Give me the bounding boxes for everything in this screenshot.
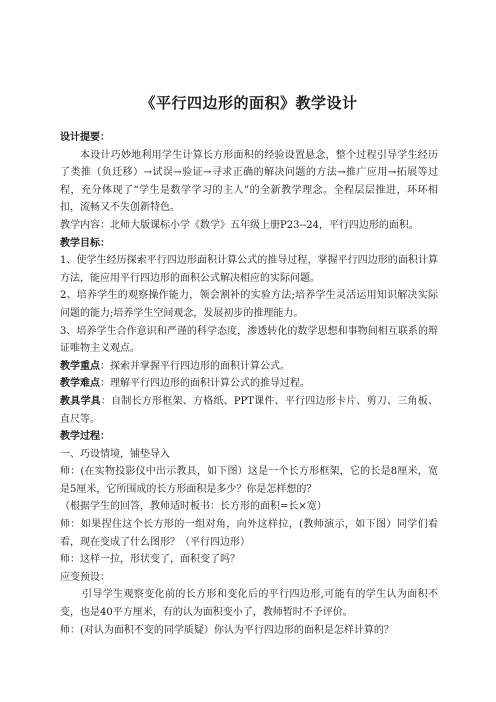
summary-label: 设计提要： — [60, 132, 110, 143]
objective-item: 3、培养学生合作意识和严谨的科学态度，渗透转化的数学思想和事物间相互联系的辩证唯物主义观点。 — [60, 325, 438, 355]
design-summary — [60, 129, 438, 217]
process-indented-paragraph: 引导学生观察变化前的长方形和变化后的平行四边形,可能有的学生认为面积不变，也是40平方厘米，有的认为面积变小了，教师暂时不予评价。 — [60, 589, 438, 619]
process-line: （根据学生的回答，教师适时板书：长方形的面积=长×宽） — [60, 501, 327, 513]
key-point — [60, 358, 438, 376]
teaching-content: 教学内容：北师大版课标小学《数学》五年级上册P23--24，平行四边形的面积。 — [60, 219, 419, 231]
difficulty — [60, 375, 438, 393]
key-point-text: ：探索并掌握平行四边形的面积计算公式。 — [100, 360, 290, 372]
difficulty-text: ：理解平行四边形的面积计算公式的推导过程。 — [100, 378, 310, 390]
tools-label: 教具学具 — [60, 395, 101, 407]
teaching-tools — [60, 393, 438, 428]
document-title: 《平行四边形的面积》教学设计 — [140, 94, 358, 112]
process-line: 一、巧设情境，铺垫导入 — [60, 448, 170, 460]
objectives-label: 教学目标： — [60, 237, 110, 249]
tools-text: ：自制长方形框架、方格纸、PPT课件、平行四边形卡片、剪刀、三角板、直尺等。 — [60, 395, 438, 425]
process-line: 师：(在实物投影仪中出示教具，如下图）这是一个长方形框架，它的长是8厘米，宽是5厘米，它所围成的长方形面积是多少？你是怎样想的？ — [60, 466, 438, 495]
process-line: 师：(对认为面积不变的同学质疑）你认为平行四边形的面积是怎样计算的？ — [60, 624, 394, 636]
process-line: 师：这样一拉，形状变了，面积变了吗？ — [60, 554, 240, 566]
objective-item: 1、使学生经历探索平行四边形面积计算公式的推导过程，掌握平行四边形的面积计算方法，能应用平行四边形的面积公式解决相应的实际问题。 — [60, 255, 438, 284]
teaching-objectives — [60, 235, 438, 358]
objective-item: 2、培养学生的观察操作能力，领会割补的实验方法;培养学生灵活运用知识解决实际问题的能力;培养学生空间观念，发展初步的推理能力。 — [60, 290, 438, 319]
process-line: 应变预设： — [60, 571, 110, 583]
process-line: 师：如果捏住这个长方形的一组对角，向外这样拉，(教师演示，如下图）同学们看看，现在变成了什么图形？（平行四边形） — [60, 519, 438, 548]
key-point-label: 教学重点 — [60, 360, 100, 372]
difficulty-label: 教学难点 — [60, 378, 100, 390]
teaching-process — [60, 428, 438, 639]
summary-text: 本设计巧妙地利用学生计算长方形面积的经验设置悬念，整个过程引导学生经历了类推（负迁移）→试误→验证→寻求正确的解决问题的方法→推广应用→拓展等过程，充分体现了“学生是数学学习的主人”的全新教学理念。全程层层推进，环环相扣，流畅又不失创新特色。 — [60, 149, 438, 214]
process-label: 教学过程： — [60, 431, 110, 443]
